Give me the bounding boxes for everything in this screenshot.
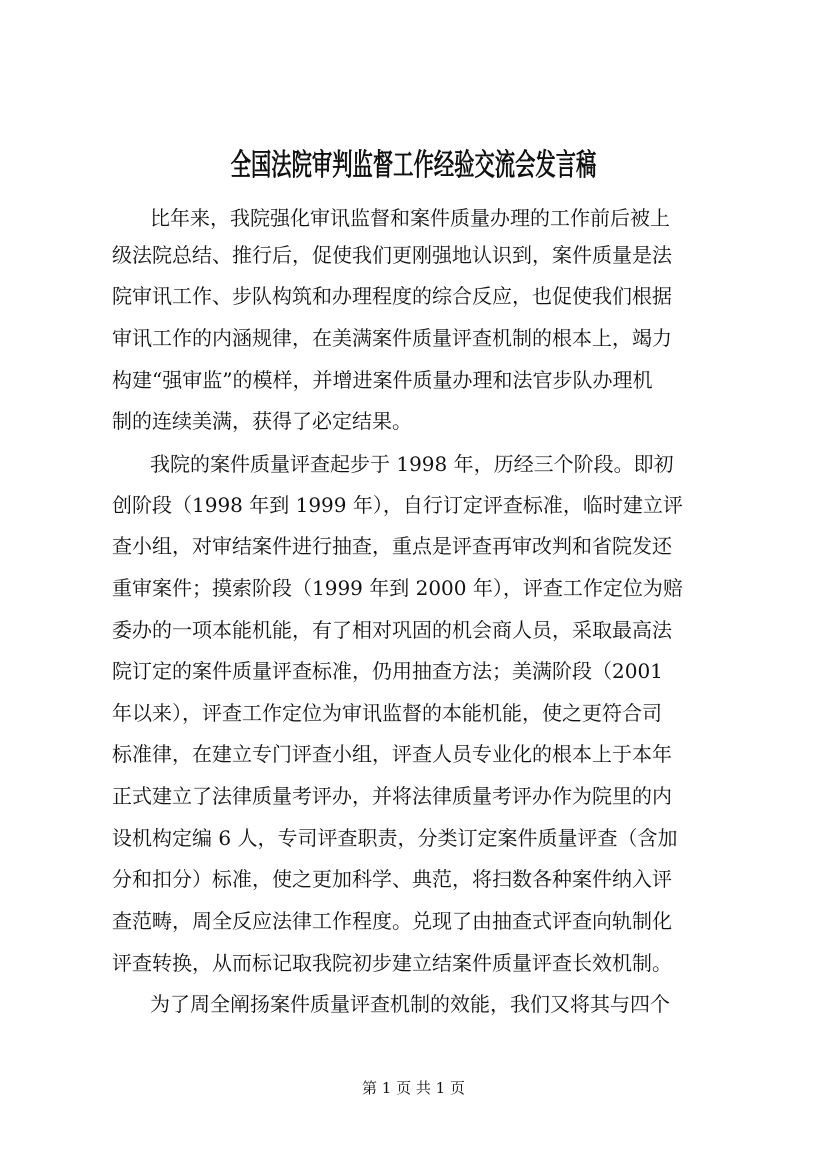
- body-line-text: 创阶段（1998 年到 1999 年），自行订定评查标准，临时建立评: [112, 493, 683, 517]
- body-line-text: 设机构定编 6 人，专司评查职责，分类订定案件质量评查（含加: [112, 826, 678, 850]
- body-line-text: 我院的案件质量评查起步于 1998 年，历经三个阶段。即初: [150, 452, 674, 476]
- body-line-text: 分和扣分）标准，使之更加科学、典范，将扫数各种案件纳入评: [112, 867, 672, 891]
- document-title: 全国法院审判监督工作经验交流会发言稿: [230, 148, 597, 183]
- page-number-footer: 第 1 页 共 1 页: [362, 1079, 465, 1097]
- body-line-text: 比年来，我院强化审讯监督和案件质量办理的工作前后被上: [150, 206, 670, 230]
- body-line-text: 院订定的案件质量评查标准，仍用抽查方法；美满阶段（2001: [112, 659, 663, 683]
- body-line-text: 审讯工作的内涵规律，在美满案件质量评查机制的根本上，竭力: [112, 326, 672, 350]
- body-line-text: 院审讯工作、步队构筑和办理程度的综合反应，也促使我们根据: [112, 284, 672, 308]
- body-line-text: 重审案件；摸索阶段（1999 年到 2000 年），评查工作定位为赔: [112, 576, 683, 600]
- body-line-text: 评查转换，从而标记取我院初步建立结案件质量评查长效机制。: [112, 951, 672, 975]
- body-line-text: 年以来），评查工作定位为审讯监督的本能机能，使之更符合司: [112, 701, 662, 725]
- body-line-text: 标准律，在建立专门评查小组，评查人员专业化的根本上于本年: [112, 742, 672, 766]
- body-line-text: 正式建立了法律质量考评办，并将法律质量考评办作为院里的内: [112, 784, 672, 808]
- body-line-text: 查小组，对审结案件进行抽查，重点是评查再审改判和省院发还: [112, 534, 672, 558]
- body-line-text: 委办的一项本能机能，有了相对巩固的机会商人员，采取最高法: [112, 618, 672, 642]
- body-line-text: 查范畴，周全反应法律工作程度。兑现了由抽查式评查向轨制化: [112, 909, 672, 933]
- body-line-text: 制的连续美满，获得了必定结果。: [112, 409, 412, 433]
- body-line-text: 构建“强审监”的模样，并增进案件质量办理和法官步队办理机: [112, 368, 653, 392]
- body-line-text: 级法院总结、推行后，促使我们更刚强地认识到，案件质量是法: [112, 243, 672, 267]
- body-line-text: 为了周全阐扬案件质量评查机制的效能，我们又将其与四个: [150, 992, 670, 1016]
